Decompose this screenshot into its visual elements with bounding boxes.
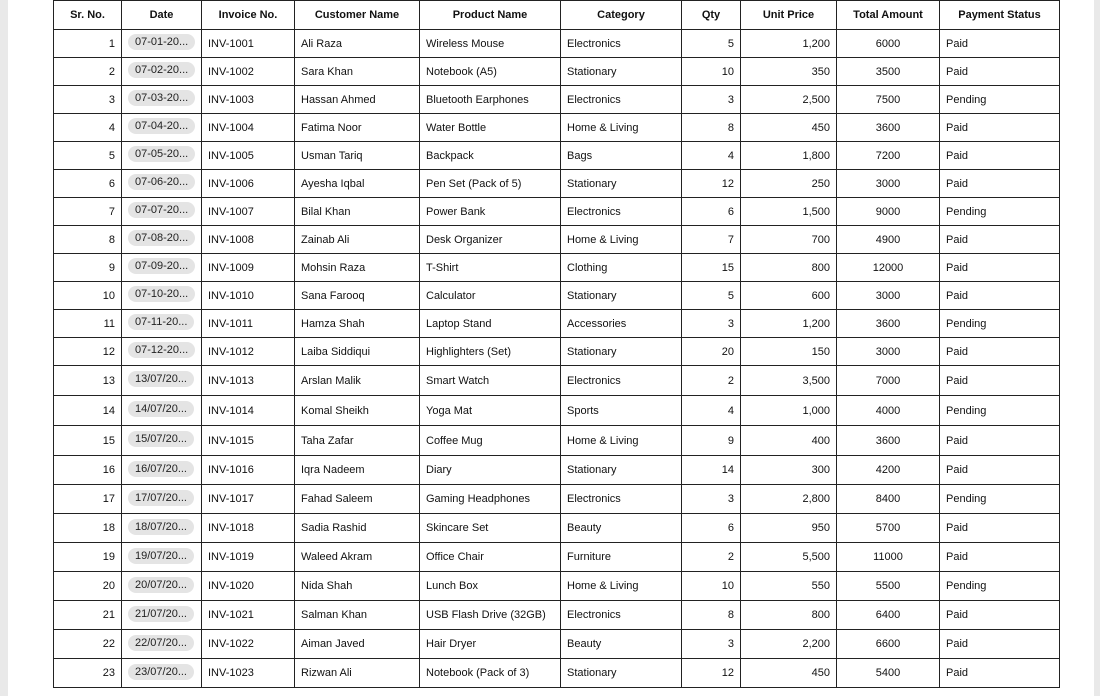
table-row <box>54 310 1060 338</box>
qty-cell[interactable]: 15 <box>682 254 741 282</box>
product-name-cell[interactable]: Office Chair <box>420 543 561 572</box>
category-cell[interactable]: Beauty <box>561 514 682 543</box>
column-header-product-name[interactable]: Product Name <box>420 1 561 30</box>
invoice-cell[interactable]: INV-1011 <box>202 310 295 338</box>
category-cell[interactable]: Stationary <box>561 282 682 310</box>
payment-status-cell[interactable]: Paid <box>940 114 1060 142</box>
payment-status-cell[interactable]: Paid <box>940 543 1060 572</box>
customer-name-cell[interactable]: Sadia Rashid <box>295 514 420 543</box>
sr-no-cell[interactable]: 20 <box>54 572 122 601</box>
customer-name-cell[interactable]: Bilal Khan <box>295 198 420 226</box>
payment-status-cell[interactable]: Pending <box>940 310 1060 338</box>
table-row <box>54 630 1060 659</box>
category-cell[interactable]: Electronics <box>561 86 682 114</box>
product-name-cell[interactable]: Calculator <box>420 282 561 310</box>
unit-price-cell[interactable]: 1,800 <box>741 142 837 170</box>
invoice-cell[interactable]: INV-1010 <box>202 282 295 310</box>
unit-price-cell[interactable]: 2,500 <box>741 86 837 114</box>
qty-cell[interactable]: 5 <box>682 30 741 58</box>
date-chip[interactable]: 13/07/20... <box>128 371 194 387</box>
payment-status-cell[interactable]: Pending <box>940 485 1060 514</box>
date-chip[interactable]: 07-12-20... <box>128 342 195 358</box>
date-chip[interactable]: 14/07/20... <box>128 401 194 417</box>
table-row <box>54 114 1060 142</box>
date-cell[interactable] <box>122 142 202 170</box>
total-amount-cell[interactable]: 4900 <box>837 226 940 254</box>
qty-cell[interactable]: 8 <box>682 601 741 630</box>
customer-name-cell[interactable]: Fatima Noor <box>295 114 420 142</box>
total-amount-cell[interactable]: 3600 <box>837 310 940 338</box>
table-body <box>54 30 1060 688</box>
date-cell[interactable] <box>122 226 202 254</box>
date-cell[interactable] <box>122 58 202 86</box>
qty-cell[interactable]: 4 <box>682 396 741 426</box>
qty-cell[interactable]: 10 <box>682 572 741 601</box>
table-row <box>54 58 1060 86</box>
date-cell[interactable] <box>122 659 202 688</box>
product-name-cell[interactable]: Power Bank <box>420 198 561 226</box>
product-name-cell[interactable]: Water Bottle <box>420 114 561 142</box>
total-amount-cell[interactable]: 7200 <box>837 142 940 170</box>
date-chip[interactable]: 17/07/20... <box>128 490 194 506</box>
payment-status-cell[interactable]: Paid <box>940 58 1060 86</box>
payment-status-cell[interactable]: Pending <box>940 396 1060 426</box>
table-row <box>54 142 1060 170</box>
qty-cell[interactable]: 6 <box>682 198 741 226</box>
sr-no-cell[interactable]: 18 <box>54 514 122 543</box>
date-cell[interactable] <box>122 114 202 142</box>
customer-name-cell[interactable]: Ayesha Iqbal <box>295 170 420 198</box>
invoice-cell[interactable]: INV-1001 <box>202 30 295 58</box>
date-chip[interactable]: 07-05-20... <box>128 146 195 162</box>
sr-no-cell[interactable]: 16 <box>54 456 122 485</box>
category-cell[interactable]: Home & Living <box>561 572 682 601</box>
unit-price-cell[interactable]: 2,200 <box>741 630 837 659</box>
sr-no-cell[interactable]: 11 <box>54 310 122 338</box>
product-name-cell[interactable]: Yoga Mat <box>420 396 561 426</box>
document-page <box>8 0 1094 696</box>
total-amount-cell[interactable]: 11000 <box>837 543 940 572</box>
invoice-cell[interactable]: INV-1003 <box>202 86 295 114</box>
total-amount-cell[interactable]: 5700 <box>837 514 940 543</box>
sr-no-cell[interactable]: 12 <box>54 338 122 366</box>
customer-name-cell[interactable]: Aiman Javed <box>295 630 420 659</box>
table-row <box>54 198 1060 226</box>
total-amount-cell[interactable]: 12000 <box>837 254 940 282</box>
column-header-total-amount[interactable]: Total Amount <box>837 1 940 30</box>
payment-status-cell[interactable]: Paid <box>940 456 1060 485</box>
date-chip[interactable]: 15/07/20... <box>128 431 194 447</box>
product-name-cell[interactable]: Laptop Stand <box>420 310 561 338</box>
payment-status-cell[interactable]: Paid <box>940 30 1060 58</box>
category-cell[interactable]: Home & Living <box>561 114 682 142</box>
customer-name-cell[interactable]: Hassan Ahmed <box>295 86 420 114</box>
invoice-cell[interactable]: INV-1005 <box>202 142 295 170</box>
product-name-cell[interactable]: USB Flash Drive (32GB) <box>420 601 561 630</box>
payment-status-cell[interactable]: Paid <box>940 659 1060 688</box>
invoice-cell[interactable]: INV-1023 <box>202 659 295 688</box>
invoice-cell[interactable]: INV-1018 <box>202 514 295 543</box>
product-name-cell[interactable]: Skincare Set <box>420 514 561 543</box>
date-cell[interactable] <box>122 514 202 543</box>
category-cell[interactable]: Stationary <box>561 659 682 688</box>
category-cell[interactable]: Electronics <box>561 485 682 514</box>
column-header-date[interactable]: Date <box>122 1 202 30</box>
customer-name-cell[interactable]: Fahad Saleem <box>295 485 420 514</box>
payment-status-cell[interactable]: Pending <box>940 572 1060 601</box>
product-name-cell[interactable]: T-Shirt <box>420 254 561 282</box>
date-chip[interactable]: 07-11-20... <box>128 314 194 330</box>
invoice-cell[interactable]: INV-1019 <box>202 543 295 572</box>
product-name-cell[interactable]: Gaming Headphones <box>420 485 561 514</box>
qty-cell[interactable]: 7 <box>682 226 741 254</box>
customer-name-cell[interactable]: Komal Sheikh <box>295 396 420 426</box>
total-amount-cell[interactable]: 6600 <box>837 630 940 659</box>
payment-status-cell[interactable]: Paid <box>940 426 1060 456</box>
date-cell[interactable] <box>122 426 202 456</box>
customer-name-cell[interactable]: Usman Tariq <box>295 142 420 170</box>
table-row <box>54 86 1060 114</box>
total-amount-cell[interactable]: 8400 <box>837 485 940 514</box>
column-header-invoice-no[interactable]: Invoice No. <box>202 1 295 30</box>
column-header-qty[interactable]: Qty <box>682 1 741 30</box>
date-chip[interactable]: 23/07/20... <box>128 664 194 680</box>
total-amount-cell[interactable]: 3000 <box>837 338 940 366</box>
column-header-sr-no[interactable]: Sr. No. <box>54 1 122 30</box>
total-amount-cell[interactable]: 7000 <box>837 366 940 396</box>
payment-status-cell[interactable]: Paid <box>940 366 1060 396</box>
table-row <box>54 485 1060 514</box>
sr-no-cell[interactable]: 9 <box>54 254 122 282</box>
total-amount-cell[interactable]: 9000 <box>837 198 940 226</box>
payment-status-cell[interactable]: Paid <box>940 282 1060 310</box>
product-name-cell[interactable]: Notebook (Pack of 3) <box>420 659 561 688</box>
table-row <box>54 366 1060 396</box>
total-amount-cell[interactable]: 7500 <box>837 86 940 114</box>
unit-price-cell[interactable]: 950 <box>741 514 837 543</box>
date-cell[interactable] <box>122 366 202 396</box>
date-cell[interactable] <box>122 456 202 485</box>
payment-status-cell[interactable]: Paid <box>940 226 1060 254</box>
category-cell[interactable]: Stationary <box>561 338 682 366</box>
unit-price-cell[interactable]: 2,800 <box>741 485 837 514</box>
qty-cell[interactable]: 3 <box>682 630 741 659</box>
qty-cell[interactable]: 9 <box>682 426 741 456</box>
sr-no-cell[interactable]: 14 <box>54 396 122 426</box>
unit-price-cell[interactable]: 350 <box>741 58 837 86</box>
customer-name-cell[interactable]: Ali Raza <box>295 30 420 58</box>
sr-no-cell[interactable]: 6 <box>54 170 122 198</box>
payment-status-cell[interactable]: Paid <box>940 338 1060 366</box>
unit-price-cell[interactable]: 450 <box>741 114 837 142</box>
table-row <box>54 170 1060 198</box>
product-name-cell[interactable]: Highlighters (Set) <box>420 338 561 366</box>
customer-name-cell[interactable]: Sara Khan <box>295 58 420 86</box>
unit-price-cell[interactable]: 800 <box>741 601 837 630</box>
unit-price-cell[interactable]: 3,500 <box>741 366 837 396</box>
date-cell[interactable] <box>122 396 202 426</box>
table-row <box>54 572 1060 601</box>
table-row <box>54 601 1060 630</box>
date-cell[interactable] <box>122 170 202 198</box>
sales-table <box>53 0 1060 688</box>
unit-price-cell[interactable]: 800 <box>741 254 837 282</box>
product-name-cell[interactable]: Smart Watch <box>420 366 561 396</box>
table-row <box>54 543 1060 572</box>
qty-cell[interactable]: 12 <box>682 659 741 688</box>
sr-no-cell[interactable]: 19 <box>54 543 122 572</box>
customer-name-cell[interactable]: Hamza Shah <box>295 310 420 338</box>
customer-name-cell[interactable]: Taha Zafar <box>295 426 420 456</box>
total-amount-cell[interactable]: 5400 <box>837 659 940 688</box>
sr-no-cell[interactable]: 4 <box>54 114 122 142</box>
unit-price-cell[interactable]: 150 <box>741 338 837 366</box>
sr-no-cell[interactable]: 5 <box>54 142 122 170</box>
sr-no-cell[interactable]: 3 <box>54 86 122 114</box>
table-row <box>54 396 1060 426</box>
unit-price-cell[interactable]: 700 <box>741 226 837 254</box>
product-name-cell[interactable]: Diary <box>420 456 561 485</box>
sr-no-cell[interactable]: 8 <box>54 226 122 254</box>
table-row <box>54 282 1060 310</box>
column-header-category[interactable]: Category <box>561 1 682 30</box>
sr-no-cell[interactable]: 23 <box>54 659 122 688</box>
total-amount-cell[interactable]: 6000 <box>837 30 940 58</box>
customer-name-cell[interactable]: Laiba Siddiqui <box>295 338 420 366</box>
date-chip[interactable]: 16/07/20... <box>128 461 194 477</box>
date-chip[interactable]: 07-01-20... <box>128 34 195 50</box>
category-cell[interactable]: Clothing <box>561 254 682 282</box>
payment-status-cell[interactable]: Paid <box>940 630 1060 659</box>
date-cell[interactable] <box>122 310 202 338</box>
category-cell[interactable]: Electronics <box>561 30 682 58</box>
invoice-cell[interactable]: INV-1022 <box>202 630 295 659</box>
invoice-cell[interactable]: INV-1015 <box>202 426 295 456</box>
qty-cell[interactable]: 3 <box>682 485 741 514</box>
date-chip[interactable]: 07-04-20... <box>128 118 195 134</box>
date-chip[interactable]: 20/07/20... <box>128 577 194 593</box>
total-amount-cell[interactable]: 3000 <box>837 282 940 310</box>
product-name-cell[interactable]: Backpack <box>420 142 561 170</box>
category-cell[interactable]: Accessories <box>561 310 682 338</box>
table-row <box>54 226 1060 254</box>
date-chip[interactable]: 07-10-20... <box>128 286 195 302</box>
sr-no-cell[interactable]: 17 <box>54 485 122 514</box>
date-chip[interactable]: 19/07/20... <box>128 548 194 564</box>
product-name-cell[interactable]: Bluetooth Earphones <box>420 86 561 114</box>
invoice-cell[interactable]: INV-1020 <box>202 572 295 601</box>
sr-no-cell[interactable]: 1 <box>54 30 122 58</box>
qty-cell[interactable]: 20 <box>682 338 741 366</box>
date-cell[interactable] <box>122 86 202 114</box>
column-header-unit-price[interactable]: Unit Price <box>741 1 837 30</box>
total-amount-cell[interactable]: 3600 <box>837 114 940 142</box>
total-amount-cell[interactable]: 4200 <box>837 456 940 485</box>
customer-name-cell[interactable]: Arslan Malik <box>295 366 420 396</box>
date-chip[interactable]: 07-08-20... <box>128 230 195 246</box>
total-amount-cell[interactable]: 6400 <box>837 601 940 630</box>
category-cell[interactable]: Furniture <box>561 543 682 572</box>
sr-no-cell[interactable]: 15 <box>54 426 122 456</box>
unit-price-cell[interactable]: 450 <box>741 659 837 688</box>
date-chip[interactable]: 07-03-20... <box>128 90 195 106</box>
invoice-cell[interactable]: INV-1012 <box>202 338 295 366</box>
qty-cell[interactable]: 8 <box>682 114 741 142</box>
customer-name-cell[interactable]: Rizwan Ali <box>295 659 420 688</box>
qty-cell[interactable]: 10 <box>682 58 741 86</box>
table-row <box>54 338 1060 366</box>
qty-cell[interactable]: 3 <box>682 310 741 338</box>
date-cell[interactable] <box>122 282 202 310</box>
qty-cell[interactable]: 12 <box>682 170 741 198</box>
table-row <box>54 426 1060 456</box>
unit-price-cell[interactable]: 1,200 <box>741 310 837 338</box>
invoice-cell[interactable]: INV-1006 <box>202 170 295 198</box>
sr-no-cell[interactable]: 2 <box>54 58 122 86</box>
sr-no-cell[interactable]: 21 <box>54 601 122 630</box>
category-cell[interactable]: Beauty <box>561 630 682 659</box>
invoice-cell[interactable]: INV-1013 <box>202 366 295 396</box>
header-row <box>54 1 1060 30</box>
product-name-cell[interactable]: Hair Dryer <box>420 630 561 659</box>
table-row <box>54 514 1060 543</box>
sr-no-cell[interactable]: 13 <box>54 366 122 396</box>
category-cell[interactable]: Electronics <box>561 366 682 396</box>
total-amount-cell[interactable]: 4000 <box>837 396 940 426</box>
date-chip[interactable]: 07-02-20... <box>128 62 195 78</box>
total-amount-cell[interactable]: 3600 <box>837 426 940 456</box>
product-name-cell[interactable]: Notebook (A5) <box>420 58 561 86</box>
unit-price-cell[interactable]: 1,500 <box>741 198 837 226</box>
category-cell[interactable]: Electronics <box>561 198 682 226</box>
sr-no-cell[interactable]: 7 <box>54 198 122 226</box>
product-name-cell[interactable]: Lunch Box <box>420 572 561 601</box>
product-name-cell[interactable]: Desk Organizer <box>420 226 561 254</box>
customer-name-cell[interactable]: Waleed Akram <box>295 543 420 572</box>
date-cell[interactable] <box>122 572 202 601</box>
unit-price-cell[interactable]: 1,200 <box>741 30 837 58</box>
total-amount-cell[interactable]: 5500 <box>837 572 940 601</box>
customer-name-cell[interactable]: Salman Khan <box>295 601 420 630</box>
date-chip[interactable]: 07-07-20... <box>128 202 195 218</box>
customer-name-cell[interactable]: Sana Farooq <box>295 282 420 310</box>
date-cell[interactable] <box>122 30 202 58</box>
unit-price-cell[interactable]: 550 <box>741 572 837 601</box>
table-row <box>54 254 1060 282</box>
date-chip[interactable]: 07-06-20... <box>128 174 195 190</box>
category-cell[interactable]: Stationary <box>561 58 682 86</box>
sr-no-cell[interactable]: 10 <box>54 282 122 310</box>
qty-cell[interactable]: 5 <box>682 282 741 310</box>
date-cell[interactable] <box>122 338 202 366</box>
qty-cell[interactable]: 4 <box>682 142 741 170</box>
invoice-cell[interactable]: INV-1008 <box>202 226 295 254</box>
date-cell[interactable] <box>122 630 202 659</box>
payment-status-cell[interactable]: Paid <box>940 254 1060 282</box>
invoice-cell[interactable]: INV-1009 <box>202 254 295 282</box>
total-amount-cell[interactable]: 3500 <box>837 58 940 86</box>
date-chip[interactable]: 18/07/20... <box>128 519 194 535</box>
invoice-cell[interactable]: INV-1007 <box>202 198 295 226</box>
date-cell[interactable] <box>122 601 202 630</box>
qty-cell[interactable]: 2 <box>682 543 741 572</box>
category-cell[interactable]: Electronics <box>561 601 682 630</box>
payment-status-cell[interactable]: Paid <box>940 170 1060 198</box>
date-chip[interactable]: 21/07/20... <box>128 606 194 622</box>
invoice-cell[interactable]: INV-1021 <box>202 601 295 630</box>
unit-price-cell[interactable]: 300 <box>741 456 837 485</box>
qty-cell[interactable]: 2 <box>682 366 741 396</box>
payment-status-cell[interactable]: Paid <box>940 142 1060 170</box>
invoice-cell[interactable]: INV-1016 <box>202 456 295 485</box>
category-cell[interactable]: Stationary <box>561 456 682 485</box>
customer-name-cell[interactable]: Nida Shah <box>295 572 420 601</box>
qty-cell[interactable]: 3 <box>682 86 741 114</box>
invoice-cell[interactable]: INV-1004 <box>202 114 295 142</box>
qty-cell[interactable]: 6 <box>682 514 741 543</box>
category-cell[interactable]: Sports <box>561 396 682 426</box>
customer-name-cell[interactable]: Mohsin Raza <box>295 254 420 282</box>
date-cell[interactable] <box>122 198 202 226</box>
unit-price-cell[interactable]: 250 <box>741 170 837 198</box>
invoice-cell[interactable]: INV-1017 <box>202 485 295 514</box>
product-name-cell[interactable]: Pen Set (Pack of 5) <box>420 170 561 198</box>
table-row <box>54 456 1060 485</box>
column-header-customer-name[interactable]: Customer Name <box>295 1 420 30</box>
payment-status-cell[interactable]: Pending <box>940 198 1060 226</box>
payment-status-cell[interactable]: Paid <box>940 601 1060 630</box>
date-chip[interactable]: 22/07/20... <box>128 635 194 651</box>
category-cell[interactable]: Stationary <box>561 170 682 198</box>
customer-name-cell[interactable]: Iqra Nadeem <box>295 456 420 485</box>
payment-status-cell[interactable]: Pending <box>940 86 1060 114</box>
category-cell[interactable]: Home & Living <box>561 226 682 254</box>
date-chip[interactable]: 07-09-20... <box>128 258 195 274</box>
unit-price-cell[interactable]: 600 <box>741 282 837 310</box>
column-header-payment-status[interactable]: Payment Status <box>940 1 1060 30</box>
product-name-cell[interactable]: Coffee Mug <box>420 426 561 456</box>
product-name-cell[interactable]: Wireless Mouse <box>420 30 561 58</box>
qty-cell[interactable]: 14 <box>682 456 741 485</box>
payment-status-cell[interactable]: Paid <box>940 514 1060 543</box>
sr-no-cell[interactable]: 22 <box>54 630 122 659</box>
total-amount-cell[interactable]: 3000 <box>837 170 940 198</box>
unit-price-cell[interactable]: 5,500 <box>741 543 837 572</box>
table-row <box>54 659 1060 688</box>
date-cell[interactable] <box>122 254 202 282</box>
invoice-cell[interactable]: INV-1014 <box>202 396 295 426</box>
category-cell[interactable]: Home & Living <box>561 426 682 456</box>
category-cell[interactable]: Bags <box>561 142 682 170</box>
date-cell[interactable] <box>122 485 202 514</box>
invoice-cell[interactable]: INV-1002 <box>202 58 295 86</box>
table-row <box>54 30 1060 58</box>
date-cell[interactable] <box>122 543 202 572</box>
unit-price-cell[interactable]: 1,000 <box>741 396 837 426</box>
customer-name-cell[interactable]: Zainab Ali <box>295 226 420 254</box>
unit-price-cell[interactable]: 400 <box>741 426 837 456</box>
